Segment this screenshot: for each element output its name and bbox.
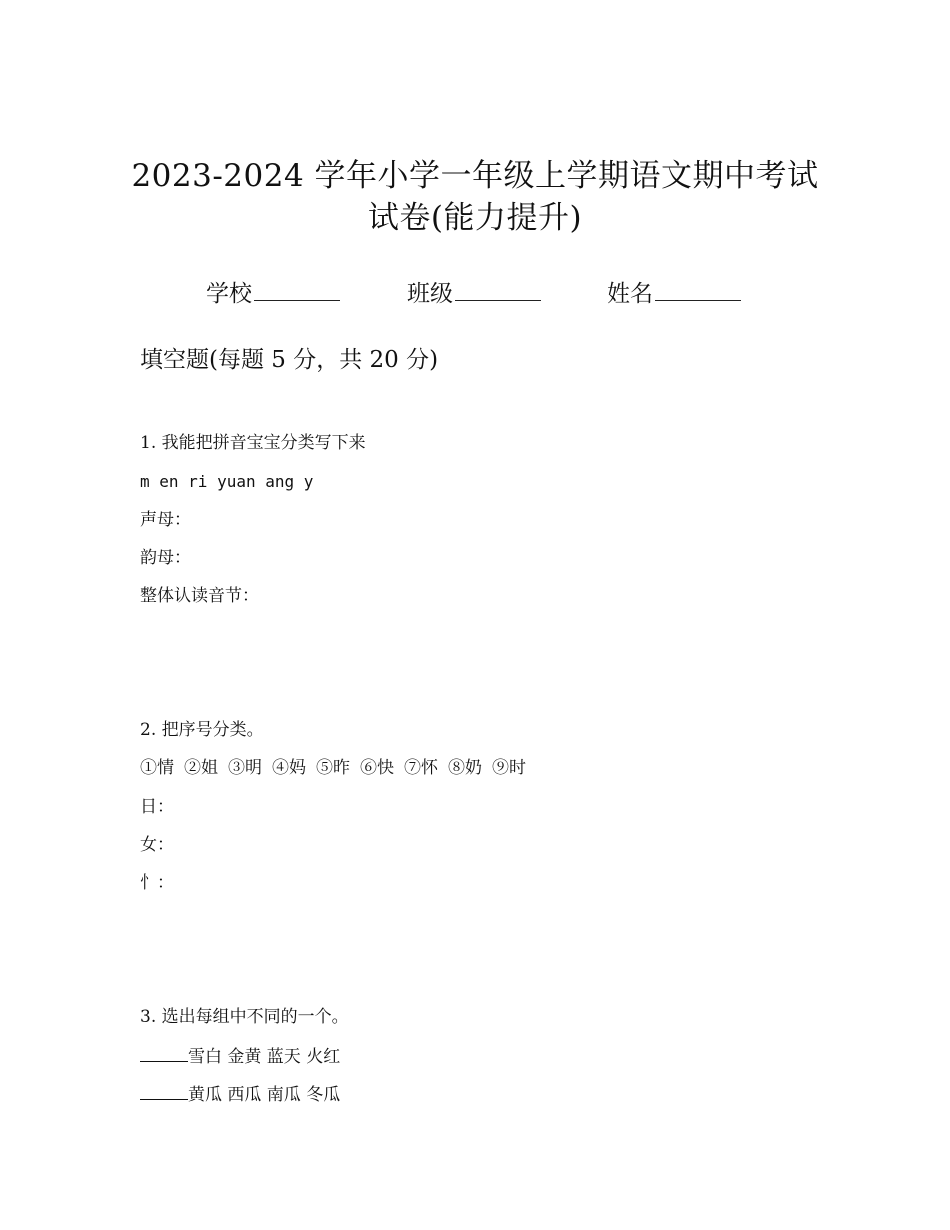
name-label: 姓名 [607,281,653,307]
q1-prompt: 1. 我能把拼音宝宝分类写下来 [140,433,366,453]
q3-answer-blank-2[interactable] [140,1081,188,1100]
q2-options [140,756,526,780]
section-heading: 填空题(每题 5 分，共 20 分) [140,347,439,373]
q1-zhengti-label: 整体认读音节： [140,586,259,606]
school-label: 学校 [206,281,252,307]
q2-xin-label: 忄： [140,873,174,893]
q2-ri-label: 日： [140,797,174,817]
q2-option: ⑨时 [492,758,526,778]
q2-nv-label: 女： [140,835,174,855]
q2-option: ①情 [140,758,174,778]
q3-group-2 [140,1081,340,1107]
q3-prompt: 3. 选出每组中不同的一个。 [140,1007,349,1027]
class-label: 班级 [407,281,453,307]
q2-option: ③明 [228,758,262,778]
q3-answer-blank-1[interactable] [140,1043,188,1062]
q2-option: ④妈 [272,758,306,778]
q2-option: ⑤昨 [316,758,350,778]
q2-option: ⑧奶 [448,758,482,778]
q2-prompt: 2. 把序号分类。 [140,720,264,740]
q2-option: ②姐 [184,758,218,778]
class-field[interactable] [407,276,541,311]
q1-shengmu-label: 声母： [140,510,191,530]
school-field[interactable] [206,276,340,311]
school-blank[interactable] [254,276,340,301]
class-blank[interactable] [455,276,541,301]
name-blank[interactable] [655,276,741,301]
q3-group-1 [140,1043,340,1069]
q2-option: ⑥快 [360,758,394,778]
q2-option: ⑦怀 [404,758,438,778]
page-title-line-2: 试卷(能力提升) [367,200,583,236]
name-field[interactable] [607,276,741,311]
q1-yunmu-label: 韵母： [140,548,191,568]
q3-group-1-words: 雪白 金黄 蓝天 火红 [188,1047,341,1067]
q3-group-2-words: 黄瓜 西瓜 南瓜 冬瓜 [188,1085,341,1105]
page-title-line-1: 2023-2024 学年小学一年级上学期语文期中考试 [131,158,819,194]
q1-letters: m en ri yuan ang y [140,472,314,491]
